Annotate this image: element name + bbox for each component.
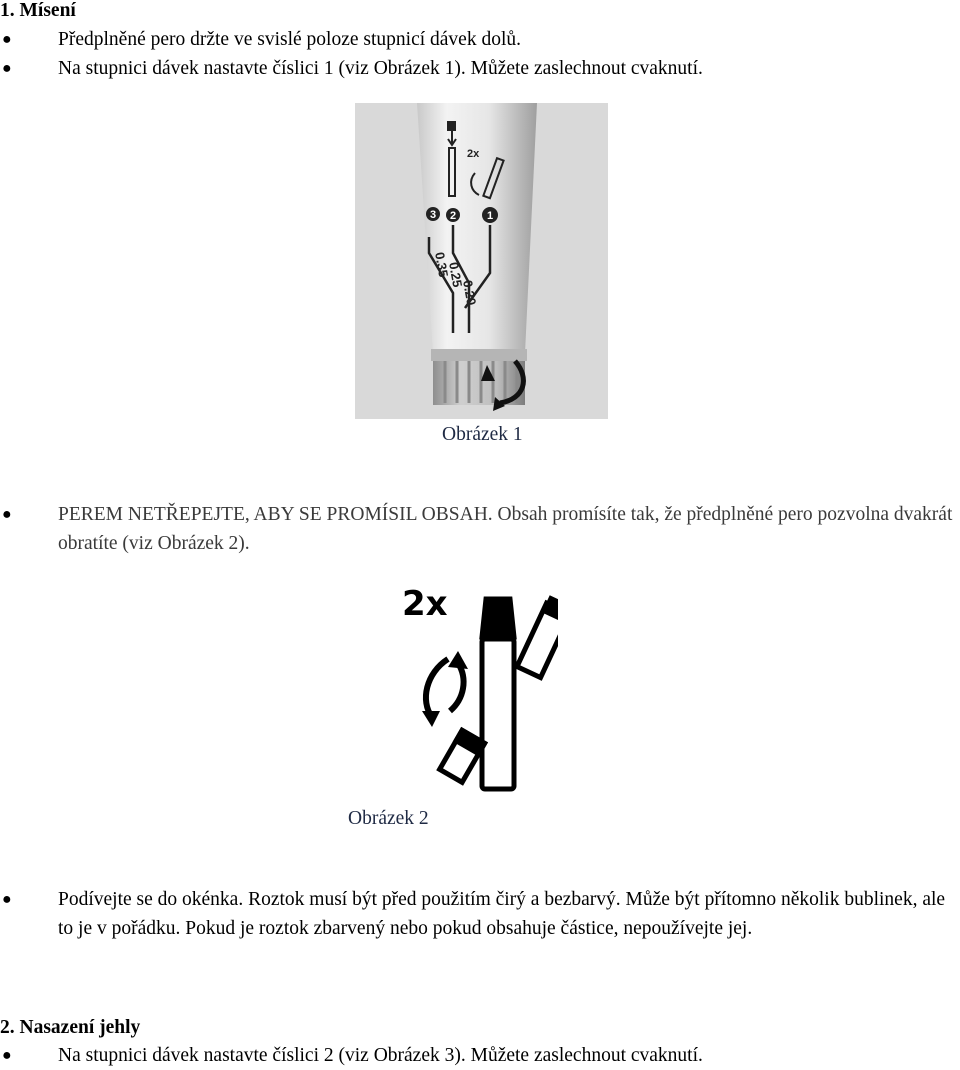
list-item-text: Na stupnici dávek nastavte číslici 1 (viz Obrázek 1). Můžete zaslechnout cvaknutí.: [58, 58, 703, 79]
step-number: 2: [449, 210, 457, 222]
list-item-text: Předplněné pero držte ve svislé poloze stupnicí dávek dolů.: [58, 29, 521, 50]
bullet-icon: ●: [2, 1047, 12, 1064]
list-item: [0, 54, 958, 83]
bullet-icon: ●: [2, 31, 12, 48]
bullet-icon: ●: [2, 891, 12, 908]
bullet-icon: ●: [2, 506, 12, 523]
dose-label: 0.35: [432, 250, 452, 279]
list-item: [0, 500, 958, 558]
figure-2-inversion-illustration: [398, 583, 558, 798]
section-heading-mixing: 1. Mísení: [0, 0, 76, 21]
list-item-text: Podívejte se do okénka. Roztok musí být před použitím čirý a bezbarvý. Může být přítomno několik bublinek, ale to je v pořádku. Pokud je roztok zbarvený nebo pokud obsahuje částice, nepoužívejte jej.: [58, 889, 946, 939]
dose-label: 0.20: [460, 278, 480, 307]
list-item-text: PEREM NETŘEPEJTE, ABY SE PROMÍSIL OBSAH. Obsah promísíte tak, že předplněné pero pozvolna dvakrát obratíte (viz Obrázek 2).: [58, 504, 953, 554]
section-heading-needle: 2. Nasazení jehly: [0, 1017, 141, 1038]
list-item-text: Na stupnici dávek nastavte číslici 2 (viz Obrázek 3). Můžete zaslechnout cvaknutí.: [58, 1045, 703, 1066]
bullet-icon: ●: [2, 60, 12, 77]
list-item: [0, 885, 958, 943]
figure-2-label: 2x: [402, 584, 448, 624]
figure-1-pen-illustration: [355, 103, 608, 419]
icon-label: 2x: [467, 148, 480, 160]
dose-label: 0.25: [446, 260, 466, 289]
pen-dose-dial-image: [355, 103, 608, 419]
step-number: 3: [429, 209, 437, 221]
step-number: 1: [486, 210, 494, 222]
figure-1-caption: Obrázek 1: [442, 424, 523, 445]
list-item: [0, 1041, 958, 1070]
figure-2-caption: Obrázek 2: [348, 808, 429, 829]
invert-pen-twice-icon: [398, 583, 558, 798]
list-item: [0, 25, 958, 54]
